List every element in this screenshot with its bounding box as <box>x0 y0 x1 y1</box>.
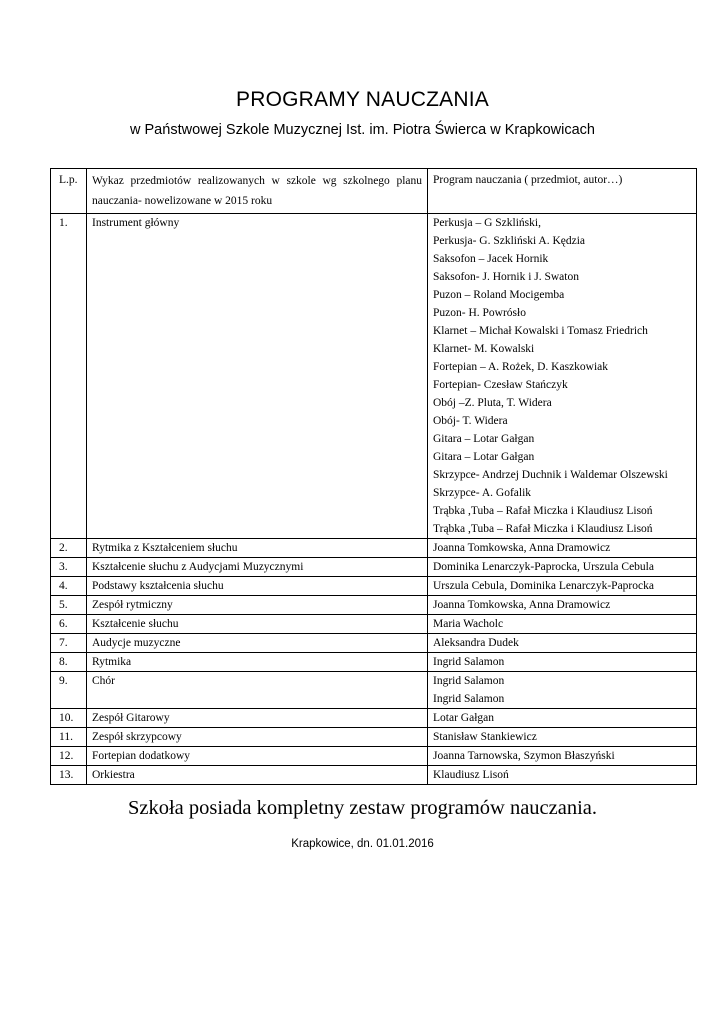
subject-name: Instrument główny <box>87 214 428 539</box>
program-cell <box>428 709 697 728</box>
row-number: 12. <box>51 747 87 766</box>
page-title: PROGRAMY NAUCZANIA <box>236 88 489 111</box>
subject-name: Fortepian dodatkowy <box>87 747 428 766</box>
row-number: 13. <box>51 766 87 785</box>
program-entry: Ingrid Salamon <box>433 693 505 705</box>
program-entry: Puzon – Roland Mocigemba <box>433 289 565 301</box>
program-cell <box>428 653 697 672</box>
program-entry: Joanna Tomkowska, Anna Dramowicz <box>433 599 611 611</box>
page-subtitle: w Państwowej Szkole Muzycznej Ist. im. Piotra Świerca w Krapkowicach <box>130 122 595 138</box>
subject-name: Orkiestra <box>87 766 428 785</box>
program-entry: Klarnet – Michał Kowalski i Tomasz Friedrich <box>433 325 648 337</box>
program-entry: Fortepian- Czesław Stańczyk <box>433 379 568 391</box>
row-number: 3. <box>51 558 87 577</box>
row-number: 8. <box>51 653 87 672</box>
program-cell <box>428 766 697 785</box>
table-row <box>51 539 697 558</box>
table-row <box>51 766 697 785</box>
subject-name: Rytmika z Kształceniem słuchu <box>87 539 428 558</box>
program-entry: Obój –Z. Pluta, T. Widera <box>433 397 552 409</box>
program-cell <box>428 672 697 709</box>
program-entry: Joanna Tarnowska, Szymon Błaszyński <box>433 750 615 762</box>
subject-name: Kształcenie słuchu z Audycjami Muzycznymi <box>87 558 428 577</box>
program-cell <box>428 539 697 558</box>
header-program: Program nauczania ( przedmiot, autor…) <box>428 169 697 214</box>
table-row <box>51 634 697 653</box>
row-number: 10. <box>51 709 87 728</box>
program-entry: Ingrid Salamon <box>433 675 505 687</box>
row-number: 1. <box>51 214 87 539</box>
program-cell <box>428 634 697 653</box>
header-lp: L.p. <box>51 169 87 214</box>
program-entry: Saksofon – Jacek Hornik <box>433 253 549 265</box>
program-entry: Trąbka ,Tuba – Rafał Miczka i Klaudiusz Lisoń <box>433 523 653 535</box>
table-row <box>51 596 697 615</box>
table-row <box>51 672 697 709</box>
subject-name: Rytmika <box>87 653 428 672</box>
program-entry: Obój- T. Widera <box>433 415 508 427</box>
subject-name: Zespół skrzypcowy <box>87 728 428 747</box>
table-row <box>51 558 697 577</box>
row-number: 2. <box>51 539 87 558</box>
table-row <box>51 214 697 539</box>
subject-name: Zespół Gitarowy <box>87 709 428 728</box>
table-row <box>51 577 697 596</box>
program-entry: Aleksandra Dudek <box>433 637 519 649</box>
closing-statement: Szkoła posiada kompletny zestaw programów nauczania. <box>127 797 598 819</box>
program-entry: Gitara – Lotar Gałgan <box>433 433 535 445</box>
program-entry: Perkusja – G Szkliński, <box>433 217 541 229</box>
table-body <box>51 214 697 785</box>
place-and-date: Krapkowice, dn. 01.01.2016 <box>291 838 434 850</box>
program-entry: Gitara – Lotar Gałgan <box>433 451 535 463</box>
row-number: 11. <box>51 728 87 747</box>
program-entry: Dominika Lenarczyk-Paprocka, Urszula Cebula <box>433 561 654 573</box>
subject-name: Kształcenie słuchu <box>87 615 428 634</box>
header-subject: Wykaz przedmiotów realizowanych w szkole wg szkolnego planu nauczania- nowelizowane w 2015 roku <box>87 169 428 214</box>
table-row <box>51 615 697 634</box>
program-entry: Perkusja- G. Szkliński A. Kędzia <box>433 235 586 247</box>
row-number: 9. <box>51 672 87 709</box>
table-row <box>51 653 697 672</box>
program-entry: Skrzypce- A. Gofalik <box>433 487 532 499</box>
program-entry: Stanisław Stankiewicz <box>433 731 537 743</box>
program-cell <box>428 728 697 747</box>
subject-name: Podstawy kształcenia słuchu <box>87 577 428 596</box>
row-number: 4. <box>51 577 87 596</box>
program-cell <box>428 596 697 615</box>
program-cell <box>428 615 697 634</box>
subject-name: Audycje muzyczne <box>87 634 428 653</box>
row-number: 5. <box>51 596 87 615</box>
table-row <box>51 709 697 728</box>
program-entry: Maria Wacholc <box>433 618 504 630</box>
program-entry: Klaudiusz Lisoń <box>433 769 509 781</box>
program-entry: Joanna Tomkowska, Anna Dramowicz <box>433 542 611 554</box>
program-entry: Urszula Cebula, Dominika Lenarczyk-Paprocka <box>433 580 654 592</box>
program-cell <box>428 577 697 596</box>
program-entry: Puzon- H. Powrósło <box>433 307 526 319</box>
program-entry: Klarnet- M. Kowalski <box>433 343 535 355</box>
program-entry: Skrzypce- Andrzej Duchnik i Waldemar Olszewski <box>433 469 668 481</box>
programs-table <box>50 168 697 785</box>
program-cell <box>428 214 697 539</box>
program-entry: Lotar Gałgan <box>433 712 494 724</box>
subject-name: Zespół rytmiczny <box>87 596 428 615</box>
subject-name: Chór <box>87 672 428 709</box>
program-entry: Saksofon- J. Hornik i J. Swaton <box>433 271 579 283</box>
program-cell <box>428 747 697 766</box>
program-entry: Trąbka ,Tuba – Rafał Miczka i Klaudiusz Lisoń <box>433 505 653 517</box>
program-entry: Ingrid Salamon <box>433 656 505 668</box>
table-header-row <box>51 169 697 214</box>
row-number: 7. <box>51 634 87 653</box>
table-row <box>51 728 697 747</box>
row-number: 6. <box>51 615 87 634</box>
table-row <box>51 747 697 766</box>
program-entry: Fortepian – A. Rożek, D. Kaszkowiak <box>433 361 609 373</box>
program-cell <box>428 558 697 577</box>
